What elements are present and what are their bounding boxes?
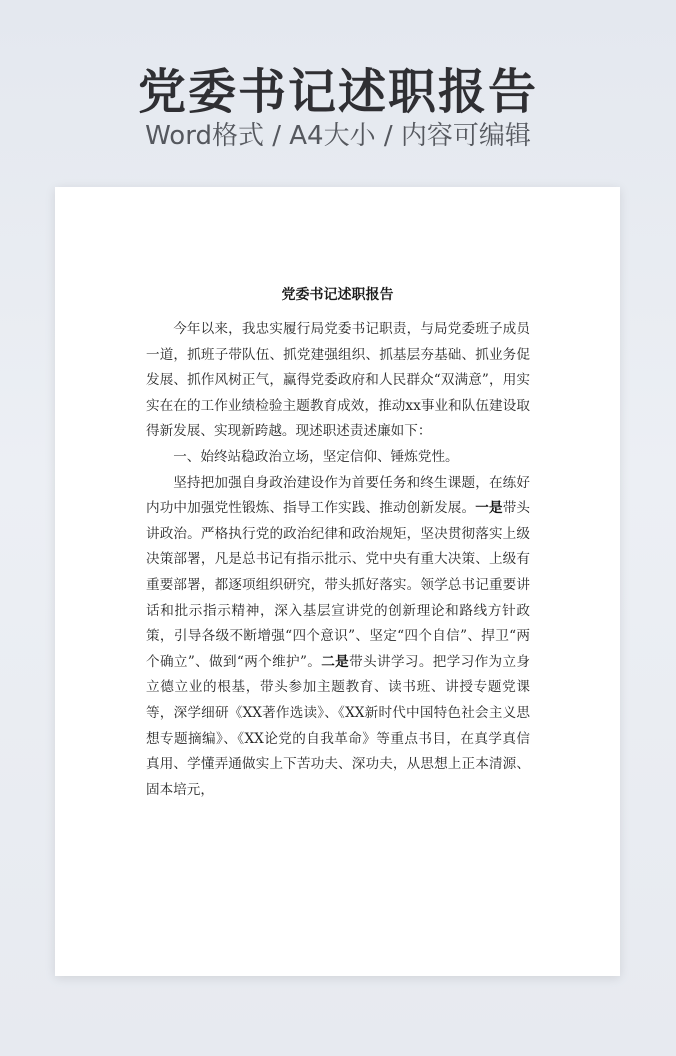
document-body — [146, 317, 530, 803]
point-one-text: 带头讲政治。严格执行党的政治纪律和政治规矩，坚决贯彻落实上级决策部署，凡是总书记有指示批示、党中央有重大决策、上级有重要部署，都逐项组织研究，带头抓好落实。领学总书记重要讲话和批示指示精神，深入基层宣讲党的创新理论和路线方针政策，引导各级不断增强“四个意识”、坚定“四个自信”、捍卫“两个确立”、做到“两个维护”。 — [146, 500, 530, 670]
paragraph-section-1-lead: 坚持把加强自身政治建设作为首要任务和终生课题，在练好内功中加强党性锻炼、指导工作实践、推动创新发展。 — [146, 474, 530, 517]
point-two-text: 带头讲学习。把学习作为立身立德立业的根基，带头参加主题教育、读书班、讲授专题党课等，深学细研《XX著作选读》、《XX新时代中国特色社会主义思想专题摘编》、《XX论党的自我革命》等重点书目，在真学真信真用、学懂弄通做实上下苦功夫、深功夫，从思想上正本清源、固本培元， — [146, 653, 531, 798]
paragraph-section-1 — [146, 471, 530, 804]
point-one-label: 一是 — [475, 500, 503, 517]
banner-subtitle: Word格式 / A4大小 / 内容可编辑 — [145, 121, 531, 151]
document-title: 党委书记述职报告 — [281, 287, 394, 303]
section-heading-1: 一、始终站稳政治立场，坚定信仰、锤炼党性。 — [173, 448, 459, 465]
paragraph-intro: 今年以来，我忠实履行局党委书记职责，与局党委班子成员一道，抓班子带队伍、抓党建强组织、抓基层夯基础、抓业务促发展、抓作风树正气，赢得党委政府和人民群众“双满意”，用实实在在的工作业绩检验主题教育成效，推动xx事业和队伍建设取得新发展、实现新跨越。现述职述责述廉如下： — [146, 321, 530, 440]
banner-title: 党委书记述职报告 — [137, 64, 538, 120]
point-two-label: 二是 — [321, 653, 350, 670]
document-page — [55, 187, 620, 976]
